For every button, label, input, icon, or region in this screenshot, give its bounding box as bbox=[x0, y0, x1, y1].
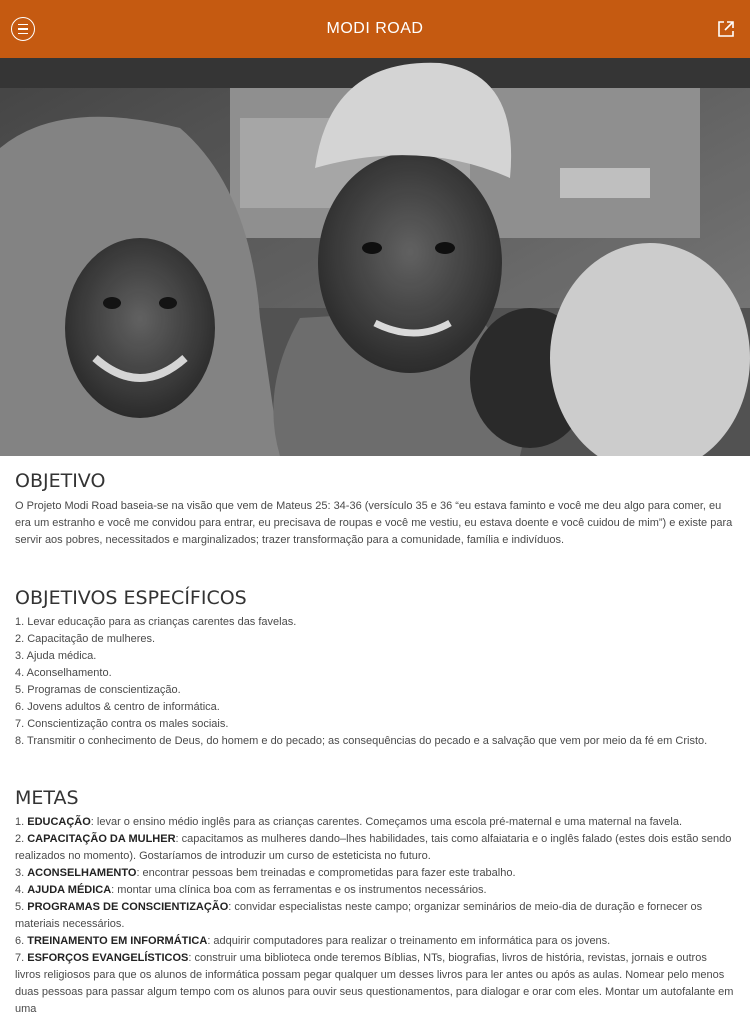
list-item: 2. CAPACITAÇÃO DA MULHER: capacitamos as mulheres dando–lhes habilidades, tais como alfaiataria e o inglês falado (estes dois estão sendo realizados no momento). Gostaríamos de introduzir um curso de esteticista no futuro. bbox=[15, 833, 732, 862]
section-heading: OBJETIVOS ESPECÍFICOS bbox=[15, 587, 247, 609]
section-objetivo bbox=[15, 470, 735, 549]
list-item: 4. Aconselhamento. bbox=[15, 667, 112, 679]
section-objetivos-especificos bbox=[15, 587, 735, 750]
list-item: 7. Conscientização contra os males sociais. bbox=[15, 718, 229, 730]
page-title: MODI ROAD bbox=[326, 20, 424, 37]
list-item: 1. EDUCAÇÃO: levar o ensino médio inglês para as crianças carentes. Começamos uma escola pré-maternal e uma maternal na favela. bbox=[15, 816, 683, 828]
list-item: 7. ESFORÇOS EVANGELÍSTICOS: construir uma biblioteca onde teremos Bíblias, NTs, biografias, livros de história, revistas, jornais e outros livros religiosos para que os alunos de informática possam pegar qualquer um desses livros para ler antes ou após as aulas. Nomear pelo menos duas pessoas para passar algum tempo com os alunos para ouvir seus questionamentos, para dialogar e orar com eles. Montar um autofalante em uma bbox=[15, 952, 734, 1015]
share-icon[interactable] bbox=[716, 19, 736, 39]
list-item: 2. Capacitação de mulheres. bbox=[15, 633, 156, 645]
list-item: 5. Programas de conscientização. bbox=[15, 684, 181, 696]
children-photo-icon bbox=[0, 58, 750, 456]
hero-photo bbox=[0, 58, 750, 456]
main-content bbox=[15, 470, 735, 1018]
section-metas bbox=[15, 787, 735, 1018]
section-heading: OBJETIVO bbox=[15, 470, 106, 492]
list-item: 6. Jovens adultos & centro de informática. bbox=[15, 701, 220, 713]
top-app-bar bbox=[0, 0, 750, 58]
list-item: 3. Ajuda médica. bbox=[15, 650, 97, 662]
list-item: 6. TREINAMENTO EM INFORMÁTICA: adquirir computadores para realizar o treinamento em informática para os jovens. bbox=[15, 935, 611, 947]
list-item: 3. ACONSELHAMENTO: encontrar pessoas bem treinadas e comprometidas para fazer este trabalho. bbox=[15, 867, 516, 879]
section-text: O Projeto Modi Road baseia-se na visão que vem de Mateus 25: 34-36 (versículo 35 e 36 “eu estava faminto e você me deu algo para comer, eu era um estranho e você me convidou para entrar, eu precisava de roupas e você me vestiu, eu estava doente e você cuidou de mim”) e existe para servir aos pobres, necessitados e marginalizados; trazer transformação para a comunidade, família e indivíduos. bbox=[15, 500, 733, 546]
objectives-list bbox=[15, 614, 735, 750]
list-item: 1. Levar educação para as crianças carentes das favelas. bbox=[15, 616, 297, 628]
list-item: 5. PROGRAMAS DE CONSCIENTIZAÇÃO: convidar especialistas neste campo; organizar seminários de meio-dia de duração e fornecer os materiais necessários. bbox=[15, 901, 703, 930]
menu-icon[interactable] bbox=[11, 17, 35, 41]
list-item: 4. AJUDA MÉDICA: montar uma clínica boa com as ferramentas e os instrumentos necessários. bbox=[15, 884, 487, 896]
section-heading: METAS bbox=[15, 787, 79, 809]
goals-list bbox=[15, 814, 735, 1018]
list-item: 8. Transmitir o conhecimento de Deus, do homem e do pecado; as consequências do pecado e a salvação que vem por meio da fé em Cristo. bbox=[15, 735, 708, 747]
